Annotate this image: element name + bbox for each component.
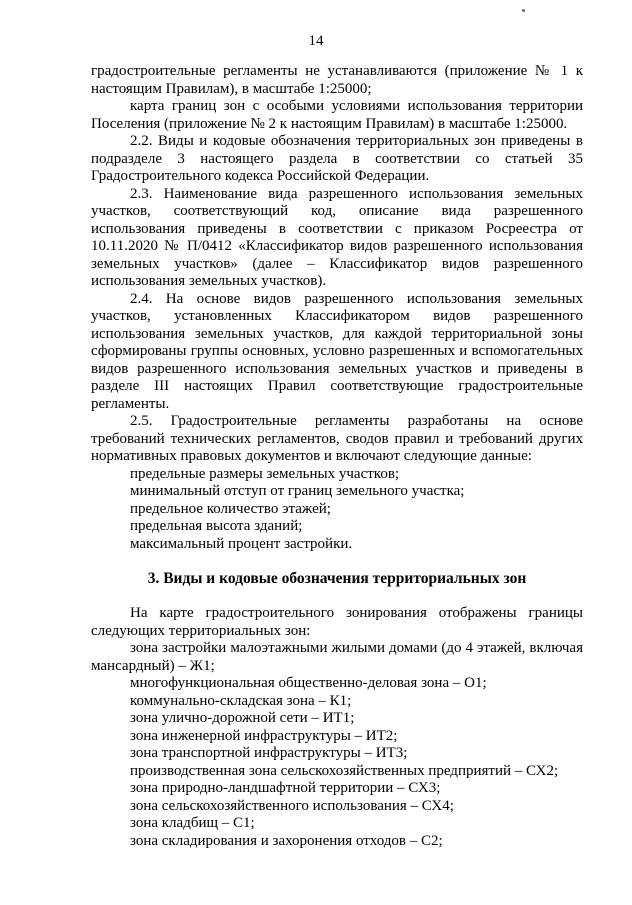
list-item: зона складирования и захоронения отходов – С2; [130, 832, 443, 849]
paragraph: градостроительные регламенты не устанавливаются (приложение № 1 к настоящим Правилам), в масштабе 1:25000; [91, 63, 583, 97]
paragraph: 2.5. Градостроительные регламенты разработаны на основе требований технических регламентов, сводов правил и требований других нормативных правовых документов и включают следующие данные: [91, 413, 583, 464]
paragraph: На карте градостроительного зонирования отображены границы следующих территориальных зон: [91, 605, 583, 639]
paragraph: 2.2. Виды и кодовые обозначения территориальных зон приведены в подразделе 3 настоящего раздела в соответствии со статьей 35 Градостроительного кодекса Российской Федерации. [91, 133, 583, 184]
list-item: минимальный отступ от границ земельного участка; [130, 483, 465, 499]
scan-speck [522, 9, 525, 12]
list-item: зона инженерной инфраструктуры – ИТ2; [130, 727, 398, 744]
list-item: производственная зона сельскохозяйственных предприятий – СХ2; [130, 762, 559, 779]
paragraph: 2.4. На основе видов разрешенного использования земельных участков, установленных Классификатором видов разрешенного использования земельных участков, для каждой территориальной зоны сформированы группы основных, условно разрешенных и вспомогательных видов разрешенного использования земельных участков и приведены в разделе III настоящих Правил соответствующие градостроительные регламенты. [91, 290, 583, 412]
list-item: зона сельскохозяйственного использования – СХ4; [130, 797, 454, 814]
list-item: максимальный процент застройки. [130, 535, 353, 552]
paragraph: зона застройки малоэтажными жилыми домами (до 4 этажей, включая мансардный) – Ж1; [91, 640, 583, 674]
list-item: зона природно-ландшафтной территории – СХ3; [130, 780, 441, 796]
paragraph: 2.3. Наименование вида разрешенного использования земельных участков, соответствующий код, описание вида разрешенного использования приведены в соответствии с приказом Росреестра от 10.11.2020 № П/0412 «Классификатор видов разрешенного использования земельных участков» (далее – Классификатор видов разрешенного использования земельных участков). [91, 185, 583, 289]
list-item: коммунально-складская зона – К1; [130, 692, 352, 709]
list-item: многофункциональная общественно-деловая зона – О1; [130, 675, 487, 691]
section-heading: 3. Виды и кодовые обозначения территориальных зон [147, 570, 527, 587]
list-item: предельные размеры земельных участков; [130, 465, 400, 482]
list-item: предельная высота зданий; [130, 518, 303, 534]
list-item: зона транспортной инфраструктуры – ИТ3; [130, 745, 408, 761]
list-item: зона улично-дорожной сети – ИТ1; [130, 710, 355, 726]
list-item: зона кладбищ – С1; [130, 815, 255, 831]
body-text-bottom [91, 605, 583, 850]
page-number: 14 [308, 33, 324, 49]
paragraph: карта границ зон с особыми условиями использования территории Поселения (приложение № 2 к настоящим Правилам) в масштабе 1:25000. [91, 98, 583, 132]
list-item: предельное количество этажей; [130, 500, 331, 517]
body-text-top [91, 63, 583, 553]
